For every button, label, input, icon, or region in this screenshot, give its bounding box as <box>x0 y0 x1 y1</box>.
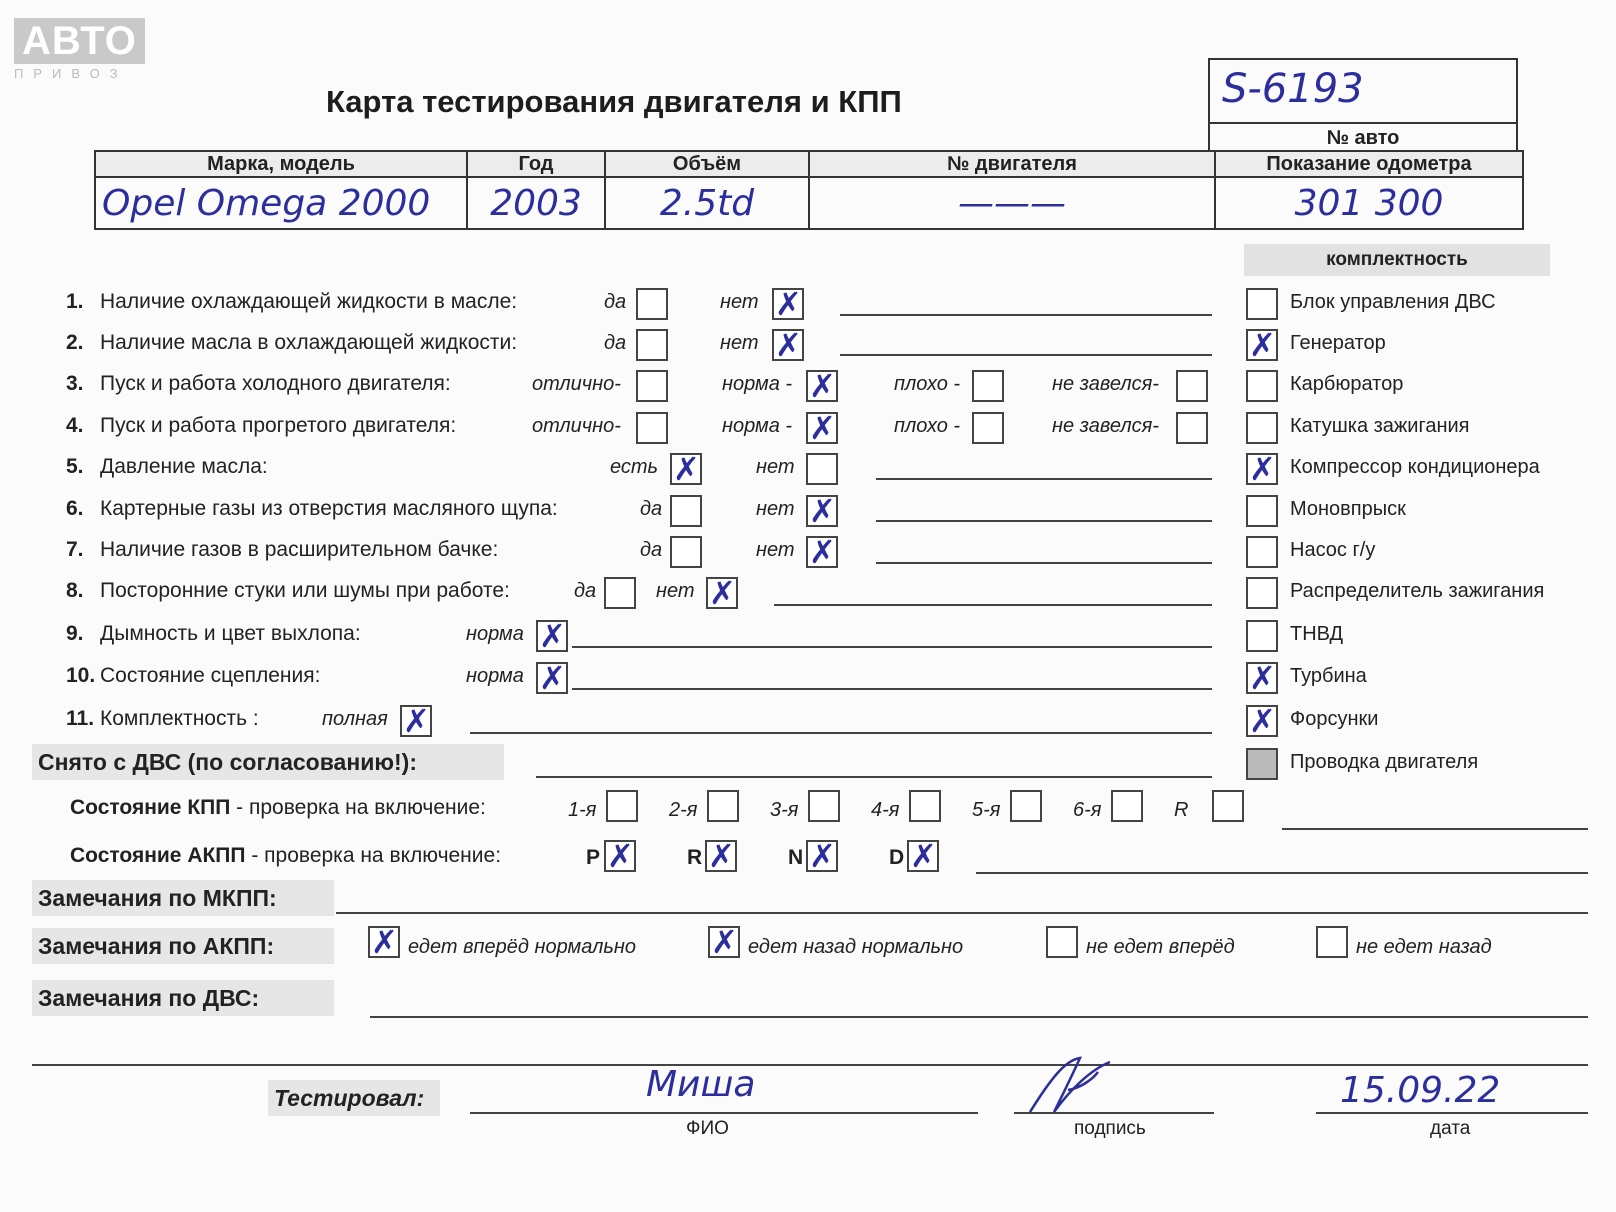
question-label <box>66 664 320 688</box>
question-number: 2. <box>66 331 84 354</box>
question-text: Наличие газов в расширительном бачке: <box>100 538 499 561</box>
val-year: 2003 <box>467 177 605 229</box>
answer-line <box>470 732 1212 734</box>
question-number: 1. <box>66 290 84 313</box>
mode-checkbox[interactable] <box>604 837 636 875</box>
komplektnost-item: Компрессор кондиционера <box>1290 456 1540 478</box>
komplektnost-checkbox[interactable] <box>1246 536 1278 568</box>
option-checkbox[interactable] <box>1176 370 1208 402</box>
question-number: 11. <box>66 707 95 730</box>
question-number: 6. <box>66 497 84 520</box>
removed-line <box>536 776 1212 778</box>
option-checkbox[interactable] <box>806 492 838 530</box>
option-checkbox[interactable] <box>604 577 636 609</box>
check-mark-icon: ✗ <box>709 574 736 612</box>
kpp-label-bold: Состояние КПП <box>70 796 231 819</box>
question-text: Дымность и цвет выхлопа: <box>100 622 361 645</box>
akpp-remark-label: не едет вперёд <box>1086 936 1235 958</box>
question-label <box>66 331 517 355</box>
val-odometer: 301 300 <box>1215 177 1523 229</box>
remarks-extra-line <box>32 1064 1588 1066</box>
tested-label: Тестировал: <box>268 1080 440 1116</box>
option-label: есть <box>610 456 659 478</box>
option-checkbox[interactable] <box>772 326 804 364</box>
check-mark-icon: ✗ <box>809 837 836 875</box>
option-checkbox[interactable] <box>636 329 668 361</box>
komplektnost-checkbox[interactable] <box>1246 495 1278 527</box>
gear-checkbox[interactable] <box>1010 790 1042 822</box>
komplektnost-checkbox[interactable] <box>1246 450 1278 488</box>
mode-label: D <box>889 846 905 869</box>
date-value: 15.09.22 <box>1340 1070 1501 1111</box>
question-text: Посторонние стуки или шумы при работе: <box>100 579 510 602</box>
date-label: дата <box>1430 1118 1471 1139</box>
mode-label: R <box>687 846 703 869</box>
akpp-remark-checkbox[interactable] <box>1046 926 1078 958</box>
akpp-line <box>976 872 1588 874</box>
check-mark-icon: ✗ <box>809 533 836 571</box>
option-checkbox[interactable] <box>1176 412 1208 444</box>
check-mark-icon: ✗ <box>775 285 802 323</box>
option-label: отлично- <box>532 373 621 395</box>
option-label: отлично- <box>532 415 621 437</box>
check-mark-icon: ✗ <box>403 702 430 740</box>
val-volume: 2.5td <box>605 177 809 229</box>
answer-line <box>774 604 1212 606</box>
page-title: Карта тестирования двигателя и КПП <box>326 84 902 119</box>
option-checkbox[interactable] <box>536 659 568 697</box>
question-number: 10. <box>66 664 96 687</box>
question-text: Пуск и работа прогретого двигателя: <box>100 414 457 437</box>
question-label <box>66 707 259 731</box>
check-mark-icon: ✗ <box>371 923 398 961</box>
question-number: 8. <box>66 579 84 602</box>
komplektnost-checkbox[interactable] <box>1246 577 1278 609</box>
removed-heading: Снято с ДВС (по согласованию!): <box>32 744 504 780</box>
answer-line <box>876 478 1212 480</box>
date-line <box>1316 1112 1588 1114</box>
mode-label: N <box>788 846 804 869</box>
check-mark-icon: ✗ <box>1249 326 1276 364</box>
option-label: нет <box>756 498 795 520</box>
val-engine-number: ——— <box>809 177 1215 229</box>
option-checkbox[interactable] <box>670 495 702 527</box>
sign-line <box>1014 1112 1214 1114</box>
auto-number-value: S-6193 <box>1222 66 1364 112</box>
option-label: норма - <box>722 373 793 395</box>
option-label: плохо - <box>894 415 961 437</box>
mode-checkbox[interactable] <box>705 837 737 875</box>
option-checkbox[interactable] <box>636 370 668 402</box>
answer-line <box>572 688 1212 690</box>
auto-number-box <box>1208 58 1518 152</box>
gear-label: 2-я <box>669 799 698 821</box>
komplektnost-checkbox[interactable] <box>1246 620 1278 652</box>
logo-sub: ПРИВОЗ <box>14 66 128 81</box>
val-brand-model: Opel Omega 2000 <box>95 177 467 229</box>
question-label <box>66 455 268 479</box>
option-label: да <box>640 539 663 561</box>
mode-checkbox[interactable] <box>907 837 939 875</box>
question-label <box>66 414 456 438</box>
option-label: да <box>604 291 627 313</box>
remarks-mkpp-heading: Замечания по МКПП: <box>32 880 334 916</box>
option-checkbox[interactable] <box>806 409 838 447</box>
komplektnost-item: Генератор <box>1290 332 1386 354</box>
option-checkbox[interactable] <box>972 370 1004 402</box>
komplektnost-checkbox[interactable] <box>1246 659 1278 697</box>
question-text: Наличие охлаждающей жидкости в масле: <box>100 290 518 313</box>
komplektnost-item: ТНВД <box>1290 623 1344 645</box>
komplektnost-item: Распределитель зажигания <box>1290 580 1545 602</box>
option-label: норма - <box>722 415 793 437</box>
option-label: нет <box>720 291 759 313</box>
remarks-dvs-line <box>370 1016 1588 1018</box>
col-year: Год <box>467 151 605 177</box>
akpp-remark-checkbox[interactable] <box>368 923 400 961</box>
gear-checkbox[interactable] <box>707 790 739 822</box>
question-number: 5. <box>66 455 84 478</box>
komplektnost-checkbox[interactable] <box>1246 326 1278 364</box>
option-label: нет <box>720 332 759 354</box>
answer-line <box>876 562 1212 564</box>
option-label: норма <box>466 665 524 687</box>
question-text: Давление масла: <box>100 455 268 478</box>
answer-line <box>876 520 1212 522</box>
option-checkbox[interactable] <box>706 574 738 612</box>
col-brand-model: Марка, модель <box>95 151 467 177</box>
fio-line <box>470 1112 978 1114</box>
signature-image <box>1020 1050 1120 1120</box>
question-label <box>66 538 498 562</box>
question-label <box>66 497 558 521</box>
option-label: нет <box>656 580 695 602</box>
option-label: да <box>640 498 663 520</box>
mode-checkbox[interactable] <box>806 837 838 875</box>
question-text: Комплектность : <box>100 707 259 730</box>
remarks-akpp-heading: Замечания по АКПП: <box>32 928 334 964</box>
answer-line <box>572 646 1212 648</box>
akpp-remark-checkbox[interactable] <box>708 923 740 961</box>
komplektnost-checkbox[interactable] <box>1246 370 1278 402</box>
gear-checkbox[interactable] <box>1111 790 1143 822</box>
question-number: 9. <box>66 622 84 645</box>
gear-checkbox[interactable] <box>1212 790 1244 822</box>
check-mark-icon: ✗ <box>607 837 634 875</box>
check-mark-icon: ✗ <box>1249 450 1276 488</box>
question-label <box>66 290 517 314</box>
option-checkbox[interactable] <box>806 453 838 485</box>
komplektnost-checkbox[interactable] <box>1246 412 1278 444</box>
question-number: 3. <box>66 372 84 395</box>
question-text: Картерные газы из отверстия масляного щупа: <box>100 497 558 520</box>
komplektnost-item: Карбюратор <box>1290 373 1404 395</box>
check-mark-icon: ✗ <box>539 617 566 655</box>
akpp-remark-label: едет назад нормально <box>748 936 964 958</box>
fio-value: Миша <box>646 1064 756 1105</box>
sign-label: подпись <box>1074 1118 1146 1139</box>
fio-label: ФИО <box>686 1118 729 1139</box>
logo <box>14 18 145 81</box>
komplektnost-checkbox[interactable] <box>1246 748 1278 780</box>
check-mark-icon: ✗ <box>1249 702 1276 740</box>
check-mark-icon: ✗ <box>1249 659 1276 697</box>
option-checkbox[interactable] <box>400 702 432 740</box>
col-volume: Объём <box>605 151 809 177</box>
option-label: плохо - <box>894 373 961 395</box>
logo-main: АВТО <box>14 18 145 64</box>
option-checkbox[interactable] <box>536 617 568 655</box>
question-number: 4. <box>66 414 84 437</box>
komplektnost-item: Блок управления ДВС <box>1290 291 1496 313</box>
option-checkbox[interactable] <box>636 412 668 444</box>
komplektnost-title: комплектность <box>1244 244 1550 276</box>
komplektnost-item: Турбина <box>1290 665 1367 687</box>
kpp-label-rest: - проверка на включение: <box>230 796 486 819</box>
remarks-dvs-heading: Замечания по ДВС: <box>32 980 334 1016</box>
komplektnost-checkbox[interactable] <box>1246 288 1278 320</box>
kpp-line <box>1282 828 1588 830</box>
check-mark-icon: ✗ <box>910 837 937 875</box>
gear-label: 1-я <box>568 799 597 821</box>
gear-checkbox[interactable] <box>606 790 638 822</box>
option-checkbox[interactable] <box>636 288 668 320</box>
option-checkbox[interactable] <box>806 533 838 571</box>
akpp-label-rest: - проверка на включение: <box>245 844 502 867</box>
question-text: Состояние сцепления: <box>100 664 321 687</box>
option-label: да <box>604 332 627 354</box>
check-mark-icon: ✗ <box>711 923 738 961</box>
mode-label: P <box>586 846 601 869</box>
akpp-label-bold: Состояние АКПП <box>70 844 246 867</box>
question-number: 7. <box>66 538 84 561</box>
remarks-mkpp-line <box>336 912 1588 914</box>
question-text: Наличие масла в охлаждающей жидкости: <box>100 331 518 354</box>
option-checkbox[interactable] <box>670 536 702 568</box>
option-label: да <box>574 580 597 602</box>
col-odometer: Показание одометра <box>1215 151 1523 177</box>
akpp-remark-label: едет вперёд нормально <box>408 936 637 958</box>
answer-line <box>840 354 1212 356</box>
check-mark-icon: ✗ <box>809 492 836 530</box>
col-engine-number: № двигателя <box>809 151 1215 177</box>
option-checkbox[interactable] <box>670 450 702 488</box>
komplektnost-item: Форсунки <box>1290 708 1379 730</box>
option-checkbox[interactable] <box>806 367 838 405</box>
check-mark-icon: ✗ <box>539 659 566 697</box>
gear-checkbox[interactable] <box>808 790 840 822</box>
akpp-remark-label: не едет назад <box>1356 936 1492 958</box>
option-label: норма <box>466 623 524 645</box>
answer-line <box>840 314 1212 316</box>
check-mark-icon: ✗ <box>775 326 802 364</box>
question-label <box>66 622 361 646</box>
option-checkbox[interactable] <box>972 412 1004 444</box>
check-mark-icon: ✗ <box>673 450 700 488</box>
akpp-row-label <box>70 844 501 868</box>
option-label: не завелся- <box>1052 373 1159 395</box>
option-checkbox[interactable] <box>772 285 804 323</box>
check-mark-icon: ✗ <box>809 367 836 405</box>
option-label: не завелся- <box>1052 415 1159 437</box>
gear-label: R <box>1174 799 1189 821</box>
gear-label: 5-я <box>972 799 1001 821</box>
komplektnost-item: Насос г/у <box>1290 539 1376 561</box>
komplektnost-item: Моновпрыск <box>1290 498 1406 520</box>
akpp-remark-checkbox[interactable] <box>1316 926 1348 958</box>
gear-checkbox[interactable] <box>909 790 941 822</box>
gear-label: 3-я <box>770 799 799 821</box>
option-label: полная <box>322 708 388 730</box>
gear-label: 4-я <box>871 799 900 821</box>
question-label <box>66 579 510 603</box>
vehicle-header-table <box>94 150 1524 230</box>
komplektnost-item: Проводка двигателя <box>1290 751 1479 773</box>
komplektnost-item: Катушка зажигания <box>1290 415 1470 437</box>
gear-label: 6-я <box>1073 799 1102 821</box>
kpp-row-label <box>70 796 486 820</box>
option-label: нет <box>756 456 795 478</box>
komplektnost-checkbox[interactable] <box>1246 702 1278 740</box>
question-label <box>66 372 451 396</box>
check-mark-icon: ✗ <box>708 837 735 875</box>
question-text: Пуск и работа холодного двигателя: <box>100 372 451 395</box>
option-label: нет <box>756 539 795 561</box>
check-mark-icon: ✗ <box>809 409 836 447</box>
auto-number-label: № авто <box>1210 122 1516 152</box>
